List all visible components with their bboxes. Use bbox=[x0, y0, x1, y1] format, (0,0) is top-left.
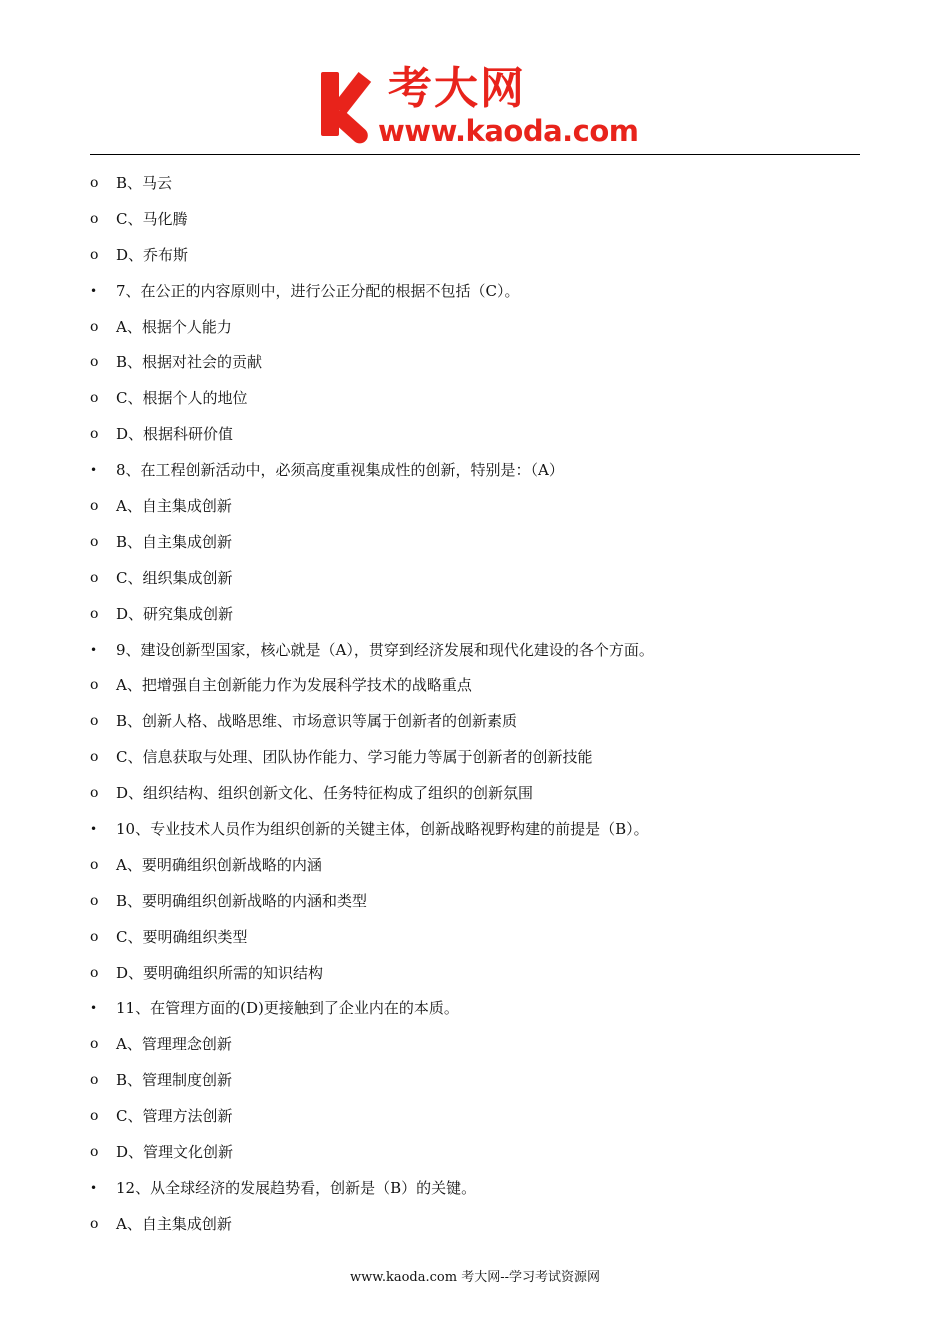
option-text: B、马云 bbox=[116, 174, 173, 192]
option-item bbox=[0, 345, 950, 381]
bullet-marker: • bbox=[90, 822, 98, 837]
option-text: A、根据个人能力 bbox=[116, 317, 232, 336]
option-item bbox=[0, 776, 950, 812]
option-marker: o bbox=[90, 426, 99, 443]
option-marker: o bbox=[90, 390, 99, 407]
option-item bbox=[0, 956, 950, 992]
option-marker: o bbox=[90, 1036, 99, 1053]
question-item bbox=[0, 1171, 950, 1207]
option-item bbox=[0, 704, 950, 740]
option-text: D、研究集成创新 bbox=[116, 604, 234, 623]
option-item bbox=[0, 884, 950, 920]
option-text: B、根据对社会的贡献 bbox=[116, 353, 263, 372]
logo-url-text: www.kaoda.com bbox=[378, 114, 639, 148]
option-text: C、管理方法创新 bbox=[116, 1107, 233, 1126]
option-marker: o bbox=[90, 498, 99, 515]
page-footer: www.kaoda.com 考大网--学习考试资源网 bbox=[350, 1270, 600, 1285]
option-text: A、管理理念创新 bbox=[116, 1035, 232, 1054]
option-text: B、创新人格、战略思维、市场意识等属于创新者的创新素质 bbox=[116, 712, 518, 731]
question-text: 8、在工程创新活动中，必须高度重视集成性的创新，特别是：（A） bbox=[116, 461, 564, 480]
option-item bbox=[0, 740, 950, 776]
logo-brand-text: 考大网 bbox=[388, 63, 526, 114]
option-item bbox=[0, 1135, 950, 1171]
option-marker: o bbox=[90, 892, 99, 909]
option-text: B、自主集成创新 bbox=[116, 532, 233, 551]
option-marker: o bbox=[90, 1072, 99, 1089]
question-text: 11、在管理方面的(D)更接触到了企业内在的本质。 bbox=[116, 999, 459, 1018]
option-item bbox=[0, 920, 950, 956]
option-item bbox=[0, 1027, 950, 1063]
header-divider bbox=[90, 154, 860, 155]
option-marker: o bbox=[90, 210, 99, 227]
option-text: C、信息获取与处理、团队协作能力、学习能力等属于创新者的创新技能 bbox=[116, 748, 593, 767]
option-item bbox=[0, 525, 950, 561]
option-text: C、组织集成创新 bbox=[116, 568, 233, 587]
question-text: 10、专业技术人员作为组织创新的关键主体，创新战略视野构建的前提是（B）。 bbox=[116, 820, 649, 839]
option-marker: o bbox=[90, 569, 99, 586]
option-marker: o bbox=[90, 175, 99, 191]
option-marker: o bbox=[90, 354, 99, 371]
question-item bbox=[0, 991, 950, 1027]
option-item bbox=[0, 417, 950, 453]
option-text: C、马化腾 bbox=[116, 209, 188, 228]
option-text: B、管理制度创新 bbox=[116, 1071, 233, 1090]
option-item bbox=[0, 1099, 950, 1135]
option-text: D、乔布斯 bbox=[116, 245, 189, 264]
question-item bbox=[0, 274, 950, 310]
option-text: A、要明确组织创新战略的内涵 bbox=[116, 855, 322, 874]
option-item bbox=[0, 668, 950, 704]
option-marker: o bbox=[90, 713, 99, 730]
kaoda-logo bbox=[318, 62, 648, 148]
option-item bbox=[0, 166, 950, 202]
option-item bbox=[0, 1063, 950, 1099]
question-item bbox=[0, 633, 950, 669]
option-marker: o bbox=[90, 318, 99, 335]
option-marker: o bbox=[90, 246, 99, 263]
option-marker: o bbox=[90, 964, 99, 981]
option-text: D、组织结构、组织创新文化、任务特征构成了组织的创新氛围 bbox=[116, 784, 534, 803]
option-marker: o bbox=[90, 605, 99, 622]
option-item bbox=[0, 238, 950, 274]
option-item bbox=[0, 848, 950, 884]
bullet-marker: • bbox=[90, 1001, 98, 1016]
option-marker: o bbox=[90, 856, 99, 873]
option-marker: o bbox=[90, 1215, 99, 1232]
option-marker: o bbox=[90, 749, 99, 766]
bullet-marker: • bbox=[90, 642, 98, 657]
question-text: 9、建设创新型国家，核心就是（A），贯穿到经济发展和现代化建设的各个方面。 bbox=[116, 640, 654, 659]
bullet-marker: • bbox=[90, 1180, 98, 1195]
option-text: A、自主集成创新 bbox=[116, 1214, 232, 1233]
option-item bbox=[0, 1207, 950, 1243]
option-text: D、要明确组织所需的知识结构 bbox=[116, 963, 324, 982]
question-item bbox=[0, 812, 950, 848]
option-marker: o bbox=[90, 1144, 99, 1161]
option-text: B、要明确组织创新战略的内涵和类型 bbox=[116, 891, 368, 910]
option-marker: o bbox=[90, 928, 99, 945]
option-item bbox=[0, 310, 950, 346]
option-text: D、管理文化创新 bbox=[116, 1143, 234, 1162]
option-marker: o bbox=[90, 1108, 99, 1125]
question-text: 7、在公正的内容原则中，进行公正分配的根据不包括（C）。 bbox=[116, 281, 520, 300]
option-text: A、自主集成创新 bbox=[116, 497, 232, 516]
option-text: D、根据科研价值 bbox=[116, 425, 234, 444]
option-text: C、根据个人的地位 bbox=[116, 389, 248, 408]
option-item bbox=[0, 202, 950, 238]
bullet-marker: • bbox=[90, 283, 98, 298]
bullet-marker: • bbox=[90, 463, 98, 478]
option-text: A、把增强自主创新能力作为发展科学技术的战略重点 bbox=[116, 676, 472, 695]
option-item bbox=[0, 597, 950, 633]
option-item bbox=[0, 381, 950, 417]
question-item bbox=[0, 453, 950, 489]
option-item bbox=[0, 489, 950, 525]
question-list bbox=[0, 166, 950, 1243]
option-item bbox=[0, 561, 950, 597]
option-marker: o bbox=[90, 533, 99, 550]
option-text: C、要明确组织类型 bbox=[116, 927, 248, 946]
option-marker: o bbox=[90, 677, 99, 694]
option-marker: o bbox=[90, 785, 99, 802]
question-text: 12、从全球经济的发展趋势看，创新是（B）的关键。 bbox=[116, 1178, 477, 1197]
